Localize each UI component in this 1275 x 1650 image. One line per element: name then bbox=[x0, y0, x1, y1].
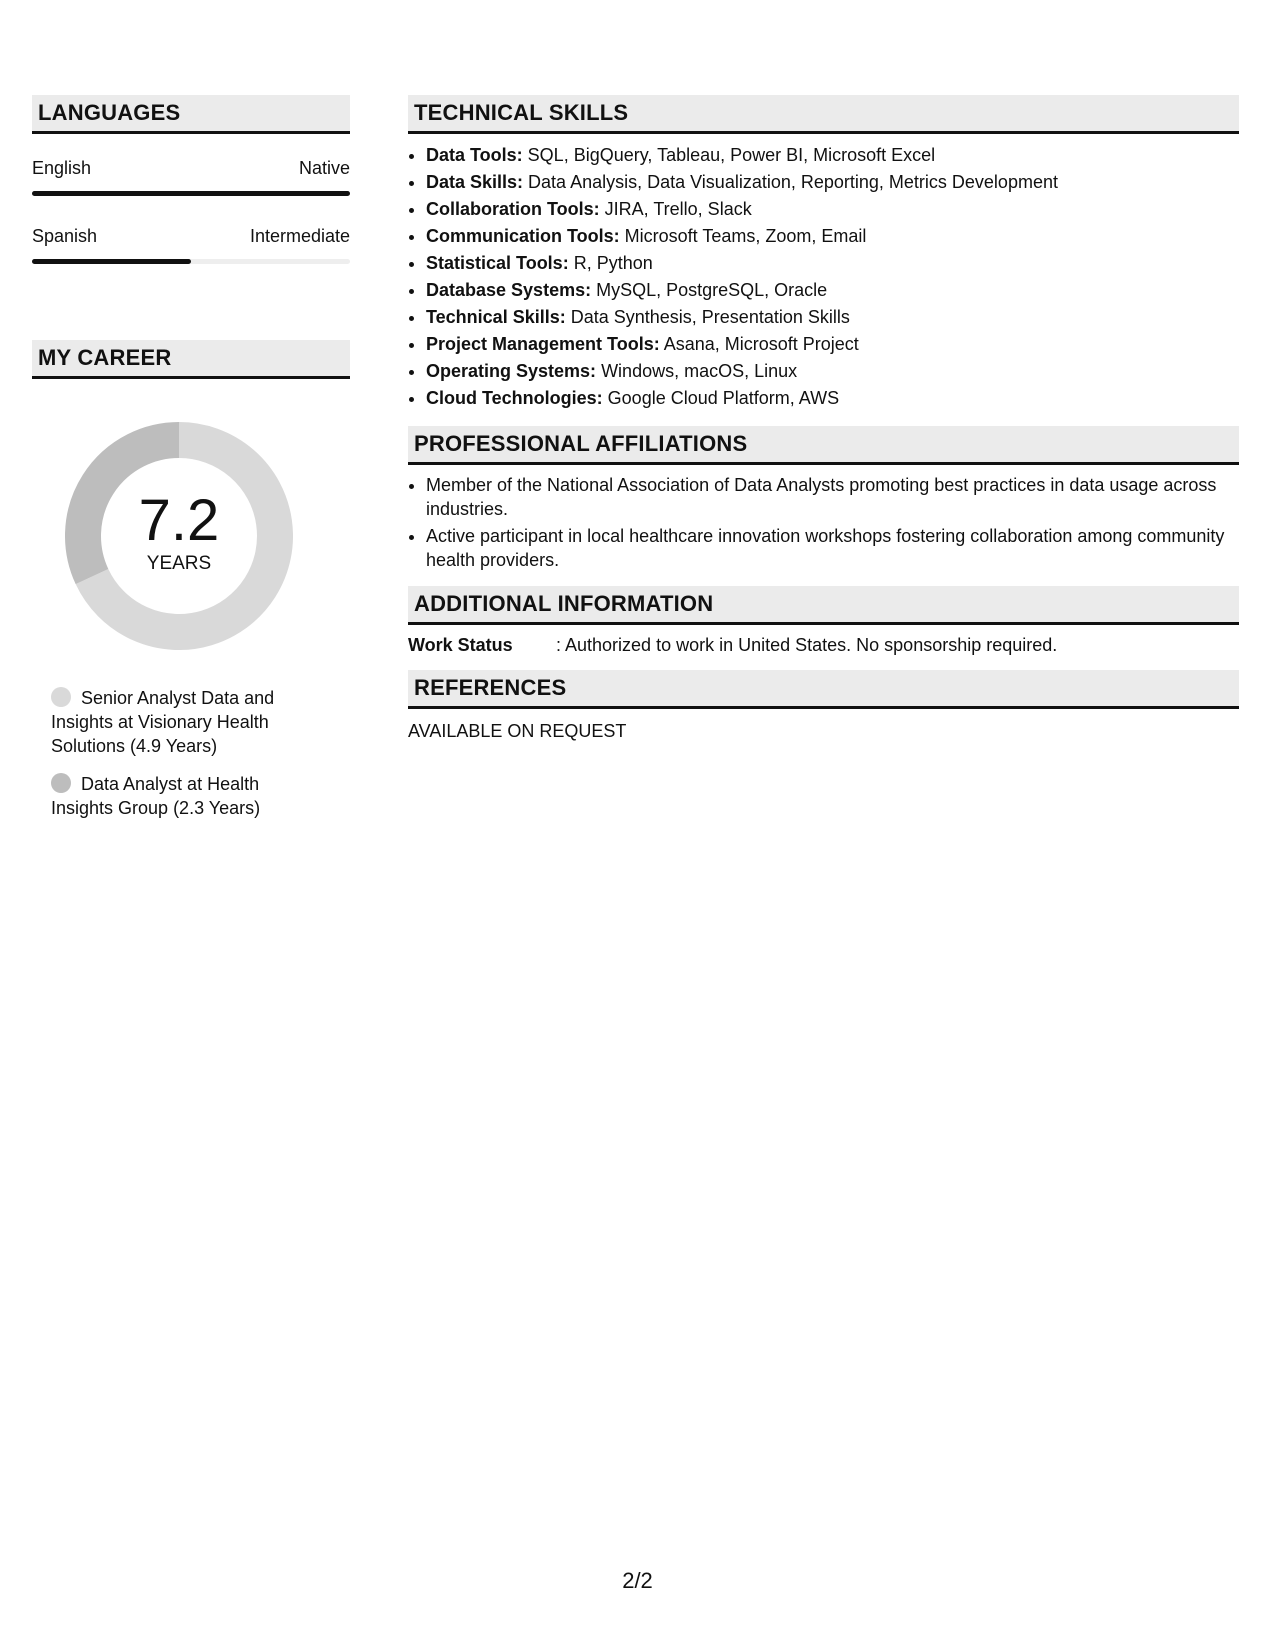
language-proficiency-bar bbox=[32, 259, 350, 264]
skill-item bbox=[426, 223, 1239, 250]
skill-value: Data Synthesis, Presentation Skills bbox=[565, 307, 850, 327]
skill-value: Windows, macOS, Linux bbox=[596, 361, 798, 381]
legend-dot-icon bbox=[51, 687, 71, 707]
skill-item bbox=[426, 358, 1239, 385]
legend-label: Senior Analyst Data and Insights at Visionary Health Solutions (4.9 Years) bbox=[51, 688, 275, 756]
skill-item bbox=[426, 331, 1239, 358]
skill-item bbox=[426, 250, 1239, 277]
language-item-english bbox=[32, 158, 350, 196]
career-total-years: 7.2 bbox=[138, 488, 220, 553]
legend-item bbox=[51, 686, 311, 758]
page-number: 2/2 bbox=[622, 1568, 653, 1593]
languages-heading: LANGUAGES bbox=[32, 95, 350, 134]
language-proficiency-fill bbox=[32, 191, 350, 196]
references-heading: REFERENCES bbox=[408, 670, 1239, 709]
right-column bbox=[408, 95, 1239, 742]
work-status-label: Work Status bbox=[408, 635, 513, 655]
skill-key: Communication Tools: bbox=[426, 226, 620, 246]
skill-value: Microsoft Teams, Zoom, Email bbox=[619, 226, 867, 246]
legend-item bbox=[51, 772, 311, 820]
technical-skills-list bbox=[408, 142, 1239, 412]
skill-value: JIRA, Trello, Slack bbox=[599, 199, 752, 219]
work-status-row bbox=[408, 635, 1239, 656]
skill-item bbox=[426, 385, 1239, 412]
skill-item bbox=[426, 304, 1239, 331]
skill-key: Data Skills: bbox=[426, 172, 524, 192]
career-total-unit: YEARS bbox=[146, 553, 212, 574]
career-donut-chart bbox=[65, 422, 293, 650]
skill-value: Data Analysis, Data Visualization, Reporting, Metrics Development bbox=[523, 172, 1058, 192]
references-text: AVAILABLE ON REQUEST bbox=[408, 721, 627, 741]
skill-value: MySQL, PostgreSQL, Oracle bbox=[591, 280, 828, 300]
skill-key: Data Tools: bbox=[426, 145, 523, 165]
language-proficiency-fill bbox=[32, 259, 191, 264]
language-item-spanish bbox=[32, 226, 350, 264]
language-name: English bbox=[32, 158, 92, 178]
skill-key: Statistical Tools: bbox=[426, 253, 569, 273]
skill-key: Collaboration Tools: bbox=[426, 199, 600, 219]
skill-key: Operating Systems: bbox=[426, 361, 597, 381]
career-legend bbox=[51, 686, 311, 820]
donut-center bbox=[65, 422, 293, 650]
language-proficiency-bar bbox=[32, 191, 350, 196]
affiliations-list bbox=[408, 473, 1239, 572]
skill-item bbox=[426, 169, 1239, 196]
affiliation-item: • Member of the National Association of Data Analysts promoting best practices in data usage across industries. bbox=[426, 473, 1239, 521]
left-column bbox=[32, 95, 350, 820]
affiliations-heading: PROFESSIONAL AFFILIATIONS bbox=[408, 426, 1239, 465]
additional-info-heading: ADDITIONAL INFORMATION bbox=[408, 586, 1239, 625]
work-status-value: : Authorized to work in United States. No sponsorship required. bbox=[556, 635, 1058, 655]
language-name: Spanish bbox=[32, 226, 98, 246]
skill-value: Google Cloud Platform, AWS bbox=[602, 388, 840, 408]
career-heading: MY CAREER bbox=[32, 340, 350, 379]
skill-key: Cloud Technologies: bbox=[426, 388, 603, 408]
language-level: Intermediate bbox=[249, 226, 350, 246]
technical-skills-heading: TECHNICAL SKILLS bbox=[408, 95, 1239, 134]
skill-key: Project Management Tools: bbox=[426, 334, 660, 354]
skill-key: Database Systems: bbox=[426, 280, 592, 300]
language-level: Native bbox=[298, 158, 350, 178]
skill-item bbox=[426, 142, 1239, 169]
skill-item bbox=[426, 196, 1239, 223]
legend-label: Data Analyst at Health Insights Group (2.3 Years) bbox=[51, 774, 261, 818]
skill-item bbox=[426, 277, 1239, 304]
skill-value: SQL, BigQuery, Tableau, Power BI, Microsoft Excel bbox=[522, 145, 936, 165]
skill-value: Asana, Microsoft Project bbox=[659, 334, 859, 354]
skill-key: Technical Skills: bbox=[426, 307, 566, 327]
legend-dot-icon bbox=[51, 773, 71, 793]
affiliation-item: • Active participant in local healthcare innovation workshops fostering collaboration among community health providers. bbox=[426, 524, 1239, 572]
skill-value: R, Python bbox=[568, 253, 653, 273]
